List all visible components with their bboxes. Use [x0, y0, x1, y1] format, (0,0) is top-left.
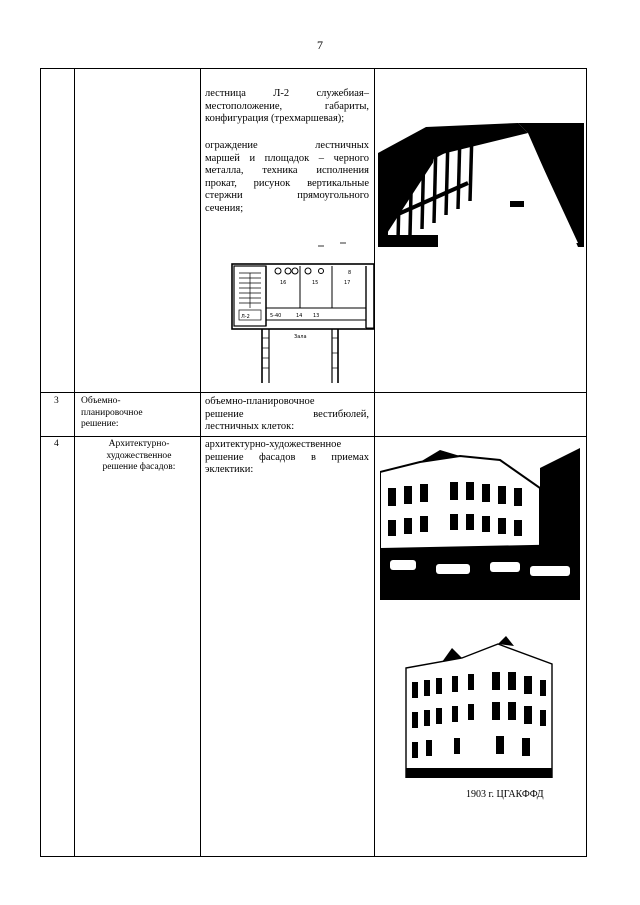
row4-name: [81, 439, 197, 474]
row3-line: лестничных клеток:: [205, 421, 295, 432]
row1-text-block: [205, 88, 369, 126]
plan-label: Л-2: [241, 314, 250, 320]
row1-line: маршей и площадок – черного: [205, 152, 369, 164]
row1-line: сечения;: [205, 202, 244, 214]
row3-name-line: Объемно-: [81, 396, 121, 406]
facade-photo-historic: [402, 634, 556, 784]
row3-number: 3: [54, 396, 59, 406]
row1-line: стержни прямоугольного: [205, 190, 369, 201]
row4-number: 4: [54, 439, 59, 449]
row1-text-block-2: [205, 140, 369, 215]
plan-label: 13: [313, 313, 320, 319]
row1-line: местоположение, габариты,: [205, 100, 369, 112]
row3-name-line: планировочное: [81, 407, 143, 418]
staircase-photo: [378, 123, 584, 247]
plan-label: 16: [280, 280, 287, 286]
plan-label: 17: [344, 280, 351, 286]
row3-name: [81, 396, 197, 431]
row1-line: металла, техника исполнения: [205, 165, 369, 176]
row4-name-line: Архитектурно-: [108, 439, 170, 449]
row1-line: лестница Л-2 служебиая–: [205, 88, 369, 99]
row4-text: [205, 439, 369, 477]
floor-plan-drawing: [228, 238, 374, 383]
row1-line: прокат, рисунок вертикальные: [205, 177, 369, 189]
row4-line: решение фасадов в приемах: [205, 451, 369, 463]
row1-line: конфигурация (трехмаршевая);: [205, 113, 345, 124]
row3-text: [205, 396, 369, 434]
row4-name-line: решение фасадов:: [102, 462, 176, 472]
row4-name-line: художественное: [106, 450, 172, 461]
plan-label: 8: [348, 270, 352, 276]
row3-line: объемно-планировочное: [205, 396, 315, 407]
plan-label: 15: [312, 280, 319, 286]
plan-label: 5-40: [270, 313, 282, 319]
photo-caption: 1903 г. ЦГАКФФД: [466, 789, 544, 800]
row4-line: архитектурно-художественное: [205, 439, 342, 450]
page-number: 7: [317, 38, 323, 52]
row3-line: решение вестибюлей,: [205, 408, 369, 420]
row3-name-line: решение:: [81, 419, 119, 429]
row4-line: эклектики:: [205, 464, 254, 475]
facade-photo-modern: [380, 448, 580, 600]
plan-label: Зала: [294, 334, 307, 340]
row1-line: ограждение лестничных: [205, 140, 369, 151]
plan-label: 14: [296, 313, 303, 319]
attribute-table: [40, 68, 587, 857]
